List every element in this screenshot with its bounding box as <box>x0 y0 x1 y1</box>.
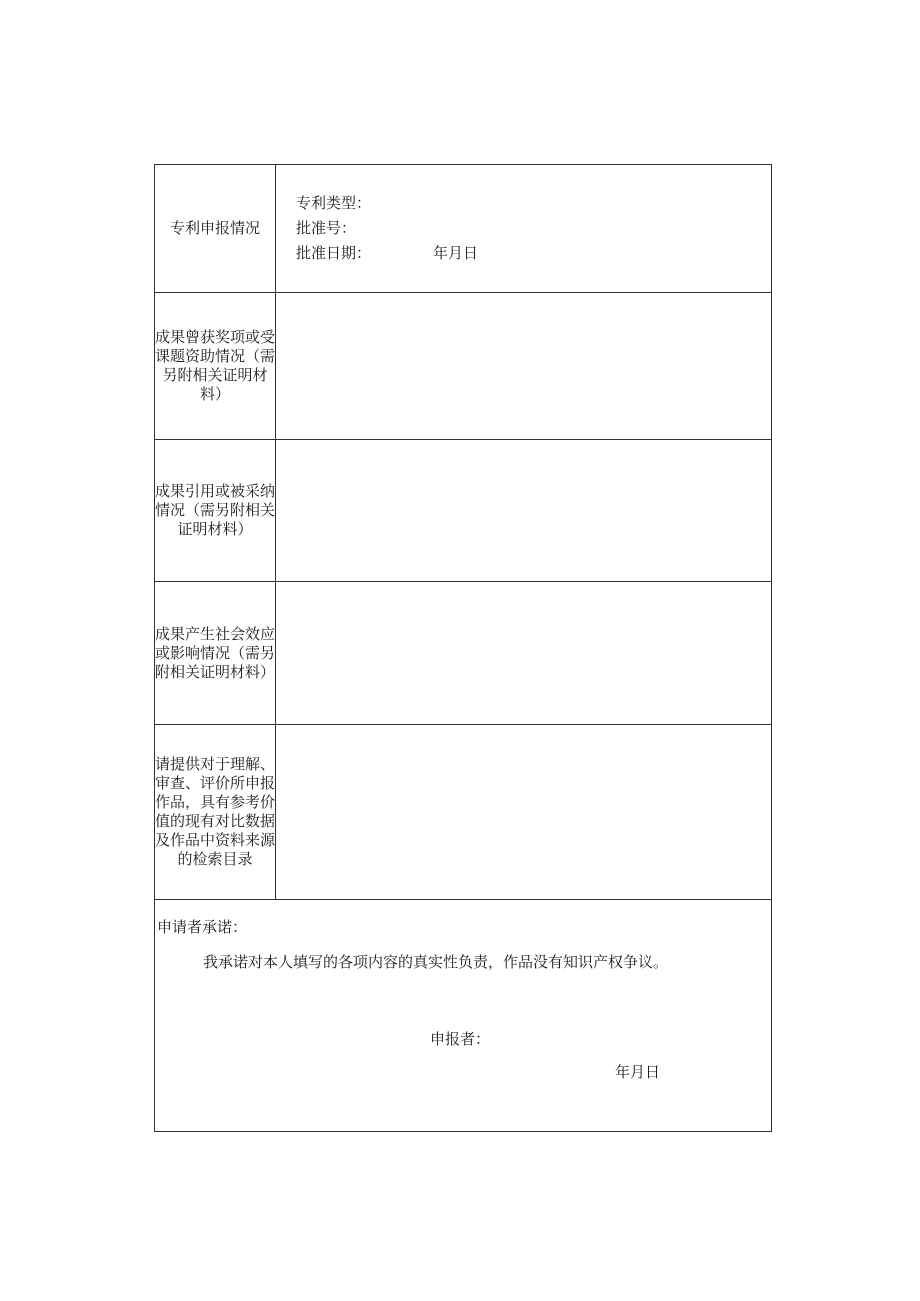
application-form-table <box>154 164 772 1132</box>
citation-value-cell[interactable] <box>276 440 772 582</box>
citation-label-cell <box>155 440 276 582</box>
patent-fields <box>276 191 771 266</box>
social-effect-label-cell <box>155 582 276 725</box>
patent-date-line <box>296 241 771 266</box>
references-row <box>155 725 772 900</box>
patent-date-units: 年月日 <box>433 244 479 262</box>
patent-row <box>155 165 772 293</box>
patent-value-cell[interactable] <box>276 165 772 293</box>
awards-value-cell[interactable] <box>276 293 772 440</box>
citation-row <box>155 440 772 582</box>
pledge-date-units: 年月日 <box>615 1063 661 1081</box>
citation-label: 成果引用或被采纳情况（需另附相关证明材料） <box>155 482 276 538</box>
patent-number-label: 批准号： <box>296 219 357 237</box>
patent-label: 专利申报情况 <box>169 219 260 237</box>
pledge-cell[interactable] <box>155 900 772 1132</box>
awards-label-cell <box>155 293 276 440</box>
awards-label: 成果曾获奖项或受课题资助情况（需另附相关证明材料） <box>155 328 276 403</box>
pledge-title: 申请者承诺： <box>157 918 248 936</box>
patent-date-label: 批准日期： <box>296 244 372 262</box>
social-effect-label: 成果产生社会效应或影响情况（需另附相关证明材料） <box>155 624 276 681</box>
patent-type-label: 专利类型： <box>296 194 372 212</box>
references-label: 请提供对于理解、审查、评价所申报作品，具有参考价值的现有对比数据及作品中资料来源的检索目录 <box>155 755 276 868</box>
references-label-cell <box>155 725 276 900</box>
pledge-row <box>155 900 772 1132</box>
references-value-cell[interactable] <box>276 725 772 900</box>
patent-label-cell <box>155 165 276 293</box>
pledge-statement: 我承诺对本人填写的各项内容的真实性负责，作品没有知识产权争议。 <box>203 953 669 971</box>
social-effect-value-cell[interactable] <box>276 582 772 725</box>
social-effect-row <box>155 582 772 725</box>
awards-row <box>155 293 772 440</box>
declarant-label: 申报者： <box>430 1030 491 1048</box>
